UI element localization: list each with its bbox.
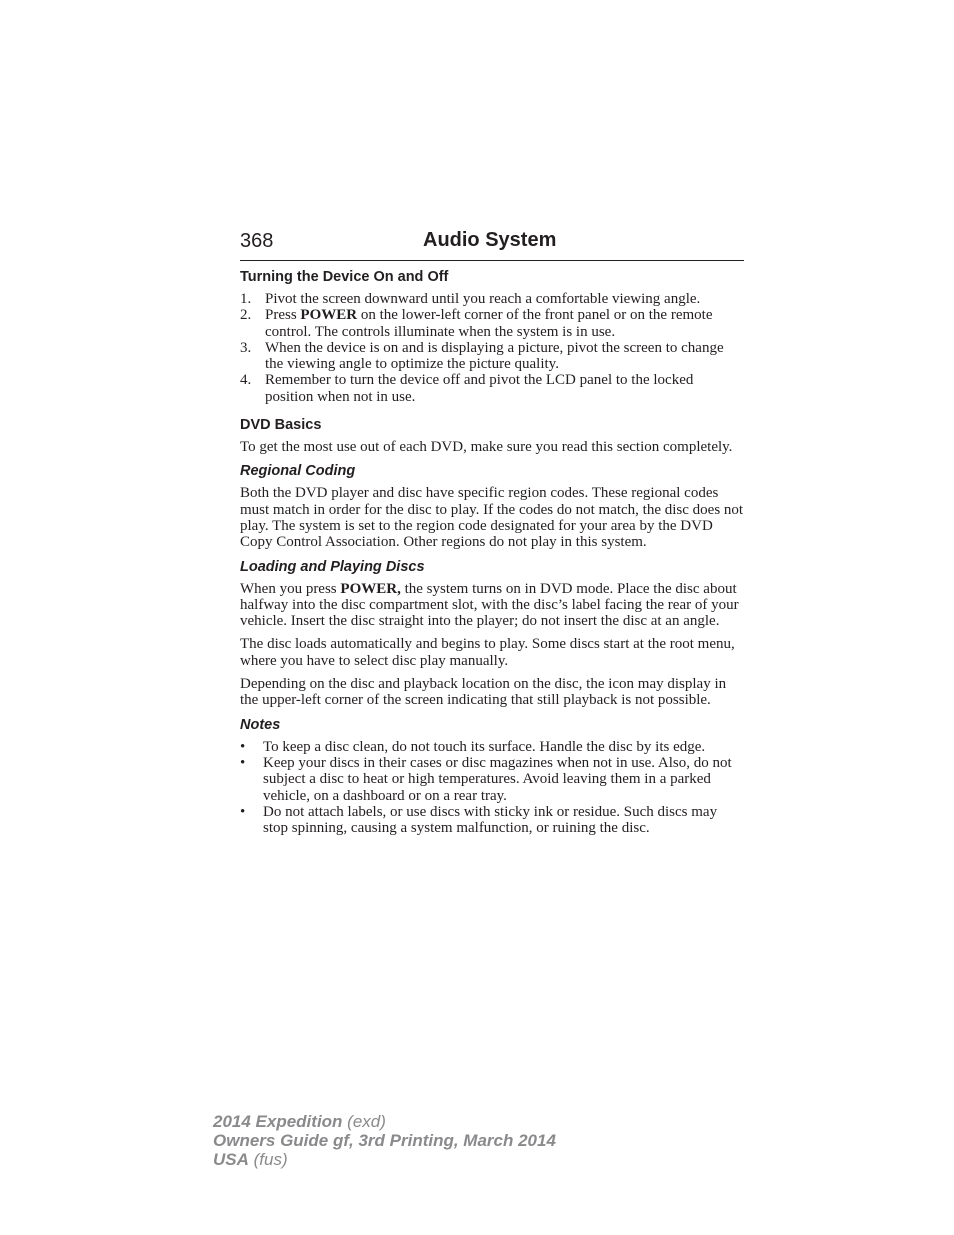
step-text-pre: Press [265, 307, 301, 324]
step-number: 3. [240, 339, 252, 356]
loading-paragraph-2: The disc loads automatically and begins to play. Some discs start at the root menu, where you have to select disc play manually. [240, 636, 735, 669]
page-title: Audio System [423, 229, 557, 251]
step-text: Pivot the screen downward until you reach a comfortable viewing angle. [265, 291, 701, 307]
loading-paragraph-1 [240, 581, 744, 630]
loading-paragraph-3: Depending on the disc and playback location on the disc, the icon may display in the upper-left corner of the screen indicating that still playback is not possible. [240, 676, 727, 709]
bullet-icon: • [240, 754, 246, 771]
page-footer [213, 1112, 556, 1169]
step-text: Remember to turn the device off and pivot the LCD panel to the locked position when not in use. [265, 372, 694, 405]
step-text: When the device is on and is displaying a picture, pivot the screen to change the viewing angle to optimize the picture quality. [265, 339, 724, 373]
step-item [240, 307, 744, 340]
footer-market-code: (fus) [248, 1150, 288, 1169]
note-text: To keep a disc clean, do not touch its surface. Handle the disc by its edge. [263, 738, 706, 755]
step-number: 1. [240, 291, 252, 307]
note-item [240, 755, 744, 804]
footer-line-market [213, 1150, 556, 1169]
step-item [240, 372, 744, 405]
loading-p1-post: the system turns on in DVD mode. Place the disc about halfway into the disc compartment slot, with the disc’s label facing the rear of your vehicle. Insert the disc straight into the player; do not insert the disc at an angle. [240, 580, 739, 630]
loading-p1-pre: When you press [240, 580, 341, 597]
power-keyword: POWER [300, 307, 358, 324]
regional-coding-body: Both the DVD player and disc have specific region codes. These regional codes must match in order for the disc to play. If the codes do not match, the disc does not play. The system is set to the region code designated for your area by the DVD Copy Control Association. Other regions do not play in this system. [240, 485, 744, 551]
footer-line-model [213, 1112, 556, 1131]
page-content [240, 268, 744, 847]
bullet-icon: • [240, 738, 246, 755]
step-item [240, 340, 744, 373]
footer-market: USA [213, 1150, 249, 1169]
note-item [240, 739, 744, 755]
step-number: 2. [240, 307, 252, 324]
heading-turning-device: Turning the Device On and Off [240, 269, 449, 285]
note-item [240, 804, 744, 837]
notes-list [240, 739, 744, 837]
heading-notes: Notes [240, 716, 281, 733]
step-item [240, 291, 744, 307]
step-text-post: on the lower-left corner of the front panel or on the remote control. The controls illuminate when the system is in use. [265, 307, 713, 340]
footer-line-printing [213, 1131, 556, 1150]
bullet-icon: • [240, 803, 246, 820]
footer-model: 2014 Expedition [213, 1112, 343, 1131]
footer-printing: Owners Guide gf, 3rd Printing, March 2014 [213, 1131, 556, 1150]
note-text: Keep your discs in their cases or disc magazines when not in use. Also, do not subject a disc to heat or high temperatures. Avoid leaving them in a parked vehicle, on a dashboard or on a rear tray. [263, 754, 732, 804]
dvd-basics-intro: To get the most use out of each DVD, make sure you read this section completely. [240, 439, 733, 456]
heading-loading-discs: Loading and Playing Discs [240, 558, 425, 575]
page-number: 368 [240, 230, 274, 252]
page-header [240, 228, 744, 261]
step-number: 4. [240, 372, 252, 389]
heading-regional-coding: Regional Coding [240, 463, 356, 480]
power-keyword: POWER, [340, 580, 401, 597]
steps-list [240, 291, 744, 405]
note-text: Do not attach labels, or use discs with sticky ink or residue. Such discs may stop spinning, causing a system malfunction, or ruining the disc. [263, 803, 718, 837]
footer-model-code: (exd) [342, 1112, 386, 1131]
heading-dvd-basics: DVD Basics [240, 417, 322, 434]
